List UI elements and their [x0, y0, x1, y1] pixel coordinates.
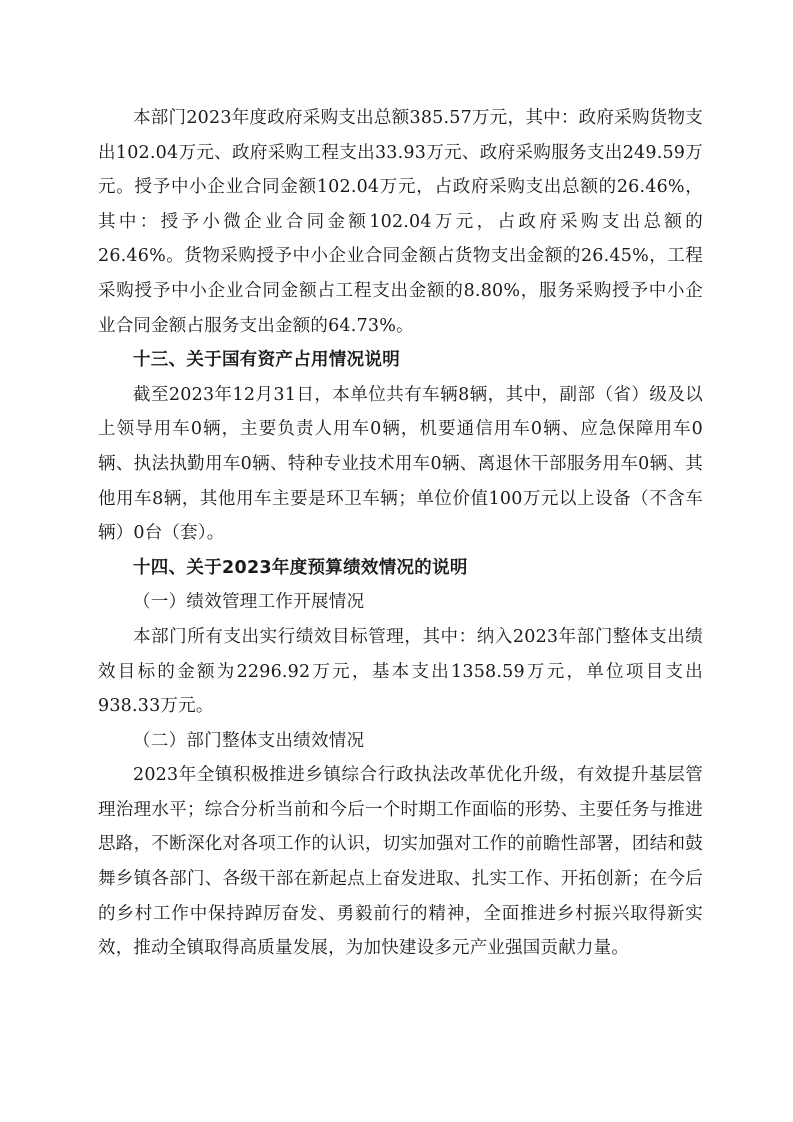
subheading-performance-management: （一）绩效管理工作开展情况	[133, 592, 365, 613]
performance-management-paragraph: 本部门所有支出实行绩效目标管理，其中：纳入2023年部门整体支出绩效目标的金额为2296.92万元，基本支出1358.59万元，单位项目支出938.33万元。	[98, 626, 703, 717]
section-heading-state-assets: 十三、关于国有资产占用情况说明	[133, 350, 400, 371]
overall-performance-paragraph: 2023年全镇积极推进乡镇综合行政执法改革优化升级，有效提升基层管理治理水平；综合分析当前和今后一个时期工作面临的形势、主要任务与推进思路，不断深化对各项工作的认识，切实加强对工作的前瞻性部署，团结和鼓舞乡镇各部门、各级干部在新起点上奋发进取、扎实工作、开拓创新；在今后的乡村工作中保持踔厉奋发、勇毅前行的精神，全面推进乡村振兴取得新实效，推动全镇取得高质量发展，为加快建设多元产业强国贡献力量。	[98, 765, 703, 959]
section-heading-performance: 十四、关于2023年度预算绩效情况的说明	[133, 557, 468, 578]
document-body	[98, 101, 703, 966]
subheading-overall-performance: （二）部门整体支出绩效情况	[133, 730, 365, 751]
state-assets-paragraph: 截至2023年12月31日，本单位共有车辆8辆，其中，副部（省）级及以上领导用车0辆，主要负责人用车0辆，机要通信用车0辆、应急保障用车0辆、执法执勤用车0辆、特种专业技术用车0辆、离退休干部服务用车0辆、其他用车8辆，其他用车主要是环卫车辆；单位价值100万元以上设备（不含车辆）0台（套）。	[98, 384, 703, 544]
procurement-paragraph: 本部门2023年度政府采购支出总额385.57万元，其中：政府采购货物支出102.04万元、政府采购工程支出33.93万元、政府采购服务支出249.59万元。授予中小企业合同金额102.04万元，占政府采购支出总额的26.46%，其中：授予小微企业合同金额102.04万元，占政府采购支出总额的26.46%。货物采购授予中小企业合同金额占货物支出金额的26.45%，工程采购授予中小企业合同金额占工程支出金额的8.80%，服务采购授予中小企业合同金额占服务支出金额的64.73%。	[98, 108, 703, 336]
